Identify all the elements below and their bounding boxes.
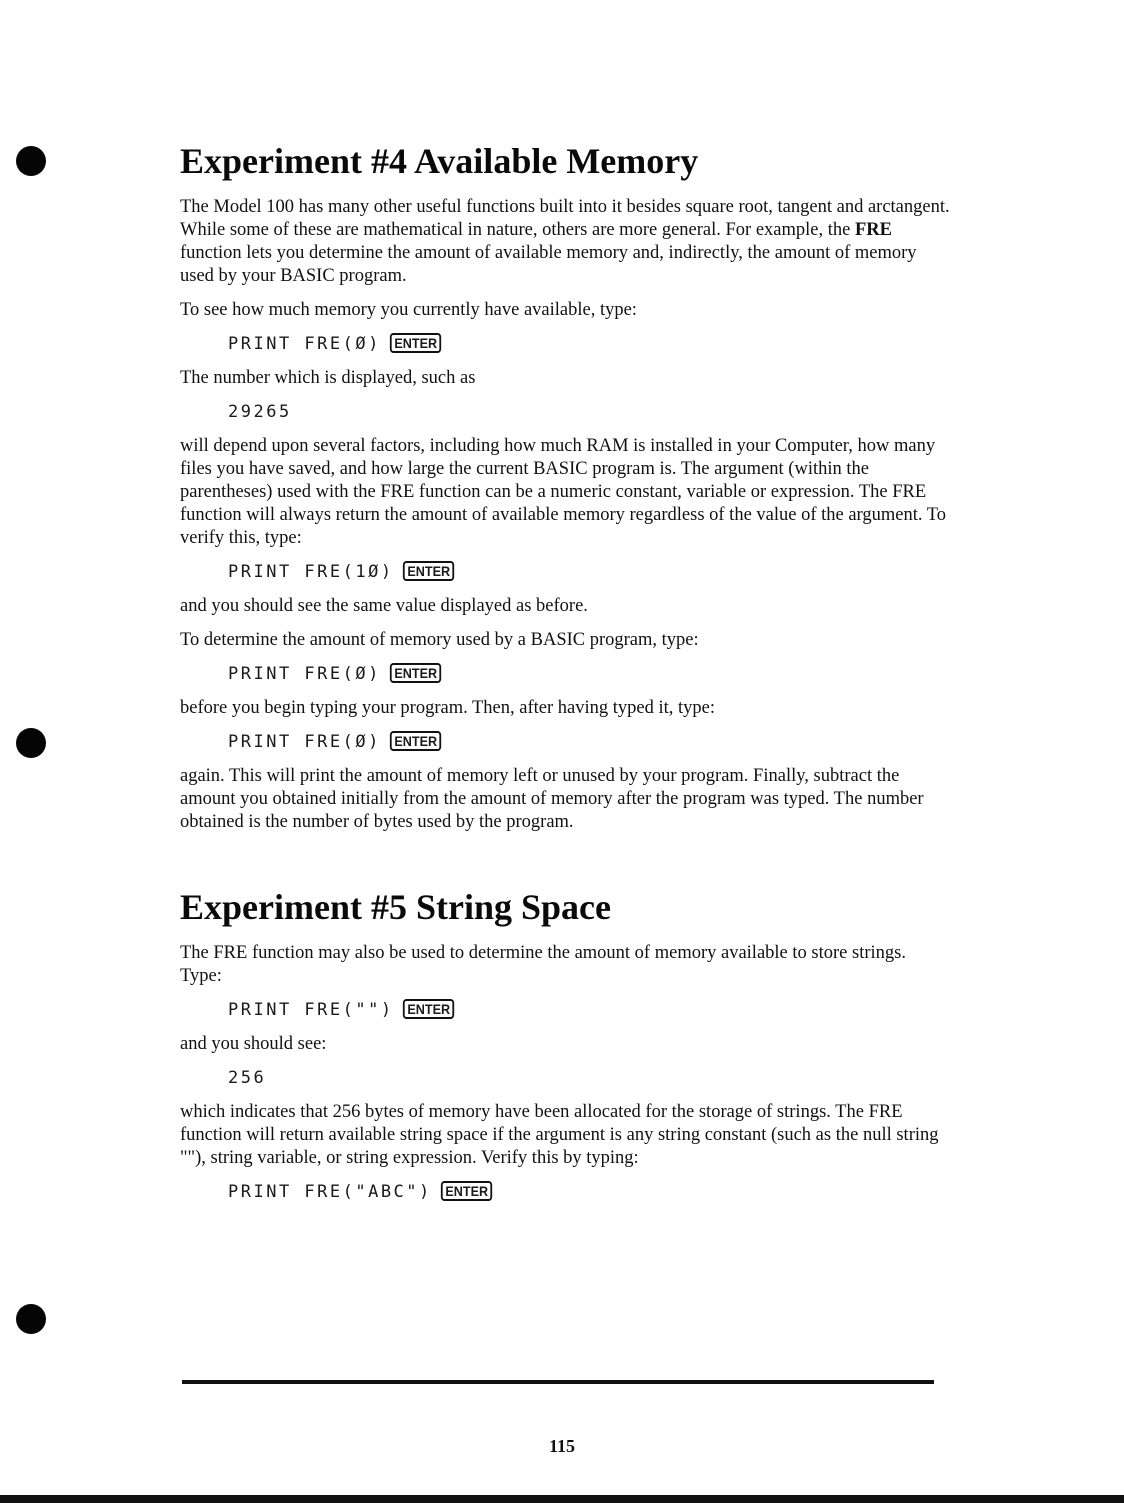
code-line: PRINT FRE(1Ø) ENTER <box>228 561 950 583</box>
experiment-5-title: Experiment #5 String Space <box>180 887 611 927</box>
experiment-5-section <box>180 886 950 1203</box>
scan-edge-bar <box>0 1495 1124 1503</box>
paragraph: The Model 100 has many other useful functions built into it besides square root, tangent and arctangent. While some of these are mathematical in nature, others are more general. For example, the FRE function lets you determine the amount of available memory and, indirectly, the amount of memory used by your BASIC program. <box>180 197 950 286</box>
code-line: PRINT FRE(Ø) ENTER <box>228 663 950 685</box>
code-line: PRINT FRE("") ENTER <box>228 999 950 1021</box>
fre-bold: FRE <box>854 220 892 240</box>
experiment-4-section <box>180 140 950 834</box>
paragraph: will depend upon several factors, including how much RAM is installed in your Computer, how many files you have saved, and how large the current BASIC program is. The argument (within the parentheses) used with the FRE function can be a numeric constant, variable or expression. The FRE function will always return the amount of available memory regardless of the value of the argument. To verify this, type: <box>180 436 947 548</box>
paragraph: To see how much memory you currently have available, type: <box>180 300 637 320</box>
paragraph: The FRE function may also be used to determine the amount of memory available to store strings. Type: <box>180 943 906 986</box>
code-line: PRINT FRE(Ø) ENTER <box>228 731 950 753</box>
paragraph: which indicates that 256 bytes of memory have been allocated for the storage of strings. The FRE function will return available string space if the argument is any string constant (such as the null string ""), string variable, or string expression. Verify this by typing: <box>180 1102 939 1168</box>
enter-key-icon: ENTER <box>402 999 454 1019</box>
page-content <box>180 140 950 1215</box>
paragraph: and you should see: <box>180 1034 327 1054</box>
code-line: PRINT FRE("ABC") ENTER <box>228 1181 950 1203</box>
enter-key-icon: ENTER <box>390 663 442 683</box>
binder-hole-middle <box>16 728 46 758</box>
footer-rule <box>182 1380 934 1384</box>
paragraph: again. This will print the amount of memory left or unused by your program. Finally, subtract the amount you obtained initially from the amount of memory after the program was typed. The number obtained is the number of bytes used by the program. <box>180 766 924 832</box>
paragraph: The number which is displayed, such as <box>180 368 476 388</box>
enter-key-icon: ENTER <box>441 1181 493 1201</box>
binder-hole-top <box>16 146 46 176</box>
experiment-4-title: Experiment #4 Available Memory <box>180 141 699 181</box>
enter-key-icon: ENTER <box>402 561 454 581</box>
enter-key-icon: ENTER <box>390 731 442 751</box>
paragraph: and you should see the same value displayed as before. <box>180 596 588 616</box>
page-number: 115 <box>548 1436 575 1456</box>
enter-key-icon: ENTER <box>390 333 442 353</box>
code-output: 256 <box>228 1068 267 1088</box>
paragraph: To determine the amount of memory used by a BASIC program, type: <box>180 630 699 650</box>
paragraph: before you begin typing your program. Then, after having typed it, type: <box>180 698 715 718</box>
binder-hole-bottom <box>16 1304 46 1334</box>
code-output: 29265 <box>228 402 292 422</box>
code-line: PRINT FRE(Ø) ENTER <box>228 333 950 355</box>
